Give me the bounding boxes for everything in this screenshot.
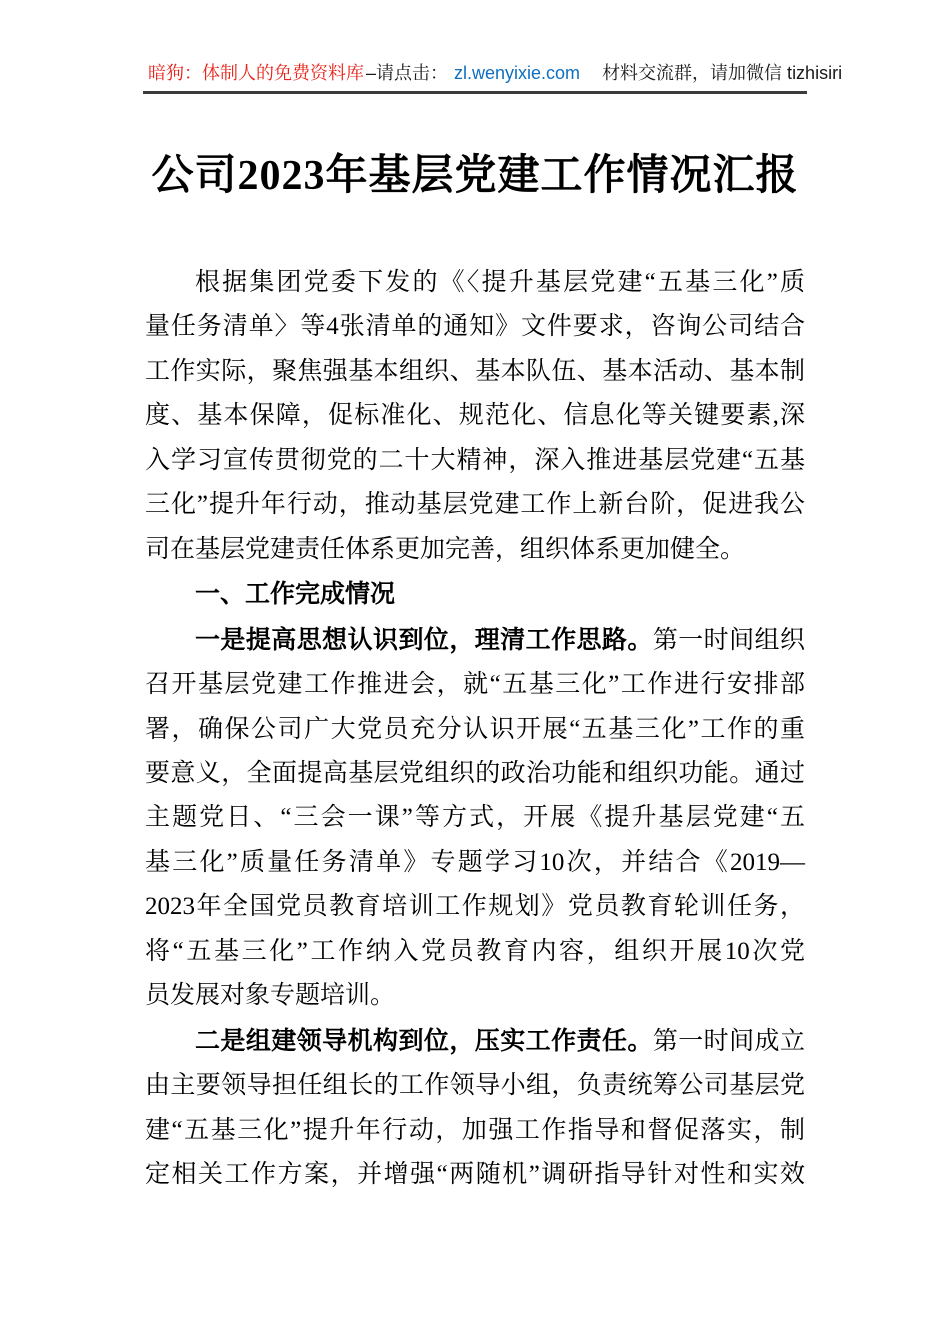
text-line: [145, 528, 805, 572]
text-line: [145, 1019, 805, 1064]
text-line: [145, 618, 805, 663]
bold-run: 一、工作完成情况: [195, 580, 396, 609]
promo-text-red: 暗狗：体制人的免费资料库: [148, 63, 364, 83]
text-run: 主题党日、“三会一课”等方式，开展《提升基层党建“五: [145, 804, 805, 832]
text-line: [145, 261, 805, 305]
text-run: 司在基层党建责任体系更加完善，组织体系更加健全。: [145, 535, 746, 563]
text-line: [145, 974, 805, 1018]
text-line: [145, 394, 805, 438]
text-line: [145, 1064, 805, 1108]
text-run: 第一时间组织: [652, 626, 805, 654]
text-line: [145, 885, 805, 929]
text-run: 三化”提升年行动，推动基层党建工作上新台阶，促进我公: [145, 491, 805, 519]
text-run: 根据集团党委下发的《〈提升基层党建“五基三化”质: [195, 269, 805, 296]
document-title: 公司2023年基层党建工作情况汇报: [151, 153, 799, 199]
text-run: 署，确保公司广大党员充分认识开展“五基三化”工作的重: [145, 715, 805, 743]
text-line: [145, 572, 805, 617]
text-run: 将“五基三化”工作纳入党员教育内容，组织开展10次党: [145, 937, 805, 965]
text-run: 第一时间成立: [652, 1027, 805, 1055]
bold-run: 一是提高思想认识到位，理清工作思路。: [195, 625, 653, 654]
promo-link[interactable]: zl.wenyixie.com: [454, 63, 581, 83]
promo-text-click: –请点击：: [366, 63, 449, 83]
text-line: [145, 841, 805, 885]
text-line: [145, 796, 805, 840]
text-line: [145, 1153, 805, 1197]
text-line: [145, 439, 805, 483]
text-run: 由主要领导担任组长的工作领导小组，负责统筹公司基层党: [145, 1072, 805, 1100]
text-line: [145, 663, 805, 707]
text-run: 工作实际，聚焦强基本组织、基本队伍、基本活动、基本制: [145, 357, 805, 385]
text-line: [145, 1109, 805, 1153]
text-run: 员发展对象专题培训。: [145, 982, 396, 1010]
body-lines: [145, 261, 805, 1198]
text-line: [145, 930, 805, 974]
text-line: [145, 708, 805, 752]
header-rule: [143, 91, 807, 94]
text-line: [145, 483, 805, 527]
text-run: 定相关工作方案，并增强“两随机”调研指导针对性和实效: [145, 1161, 805, 1189]
text-run: 要意义，全面提高基层党组织的政治功能和组织功能。通过: [145, 759, 805, 787]
text-line: [145, 305, 805, 349]
text-run: 度、基本保障，促标准化、规范化、信息化等关键要素,深: [145, 402, 805, 430]
promo-header: [148, 60, 843, 86]
text-run: 召开基层党建工作推进会，就“五基三化”工作进行安排部: [145, 671, 805, 699]
promo-text-right: 材料交流群，请加微信 tizhisiri: [602, 63, 843, 83]
bold-run: 二是组建领导机构到位，压实工作责任。: [195, 1026, 653, 1055]
text-line: [145, 350, 805, 394]
text-run: 建“五基三化”提升年行动，加强工作指导和督促落实，制: [145, 1116, 805, 1144]
text-run: 2023年全国党员教育培训工作规划》党员教育轮训任务，: [145, 893, 805, 921]
text-line: [145, 752, 805, 796]
text-run: 入学习宣传贯彻党的二十大精神，深入推进基层党建“五基: [145, 446, 805, 474]
text-run: 量任务清单〉等4张清单的通知》文件要求，咨询公司结合: [145, 313, 805, 341]
text-run: 基三化”质量任务清单》专题学习10次，并结合《2019—: [145, 848, 805, 876]
